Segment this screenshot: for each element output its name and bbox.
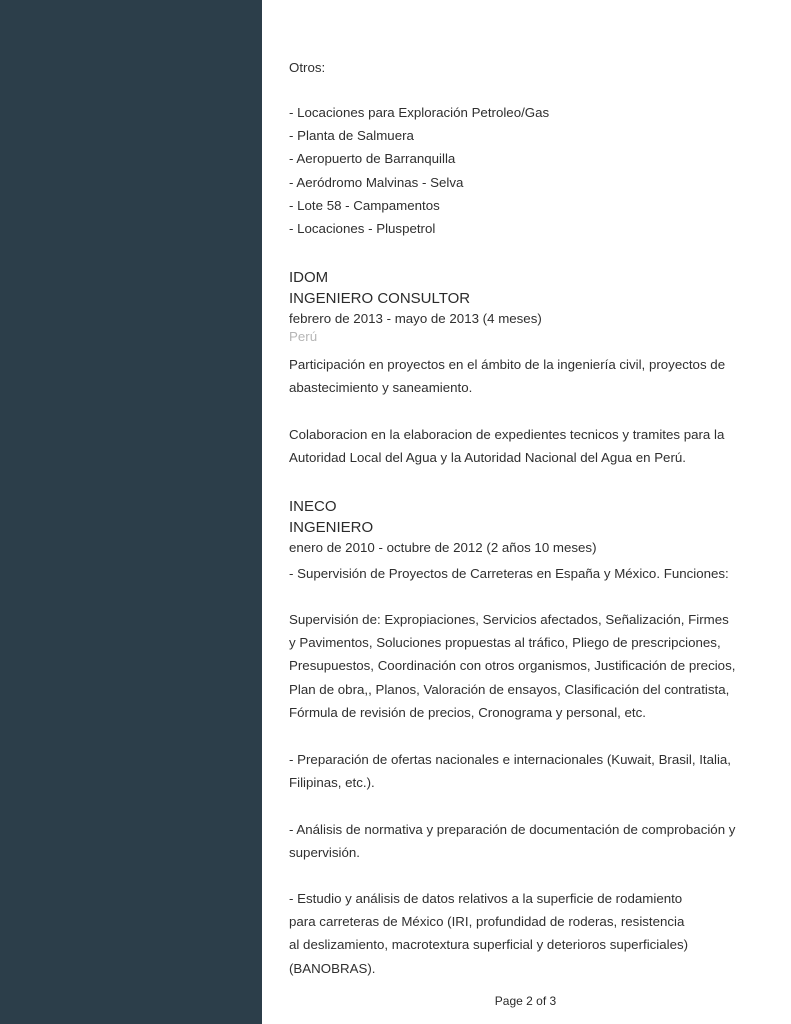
job-role-idom: INGENIERO CONSULTOR	[289, 290, 471, 307]
job-description-line: Filipinas, etc.).	[289, 775, 375, 790]
otros-heading: Otros:	[289, 60, 326, 75]
job-description-line: Autoridad Local del Agua y la Autoridad Nacional del Agua en Perú.	[289, 450, 686, 465]
otros-item: - Lote 58 - Campamentos	[289, 198, 440, 213]
job-description-line: abastecimiento y saneamiento.	[289, 380, 473, 395]
job-description-line: Colaboracion en la elaboracion de expedientes tecnicos y tramites para la	[289, 427, 725, 442]
job-description-line: Plan de obra,, Planos, Valoración de ensayos, Clasificación del contratista,	[289, 682, 730, 697]
job-company-ineco: INECO	[289, 498, 337, 515]
sidebar-panel	[0, 0, 262, 1024]
otros-item: - Locaciones - Pluspetrol	[289, 221, 436, 236]
job-location-idom: Perú	[289, 329, 318, 344]
job-dates-idom: febrero de 2013 - mayo de 2013 (4 meses)	[289, 311, 542, 326]
page-footer	[0, 993, 791, 1009]
job-description-line: - Análisis de normativa y preparación de documentación de comprobación y	[289, 822, 736, 837]
job-description-line: - Estudio y análisis de datos relativos a la superficie de rodamiento	[289, 891, 683, 906]
job-description-line: y Pavimentos, Soluciones propuestas al tráfico, Pliego de prescripciones,	[289, 635, 721, 650]
otros-item: - Aeródromo Malvinas - Selva	[289, 175, 464, 190]
otros-item: - Locaciones para Exploración Petroleo/Gas	[289, 105, 550, 120]
job-description-line: Fórmula de revisión de precios, Cronograma y personal, etc.	[289, 705, 646, 720]
job-description-line: al deslizamiento, macrotextura superficial y deterioros superficiales)	[289, 937, 689, 952]
otros-item: - Aeropuerto de Barranquilla	[289, 151, 456, 166]
job-dates-ineco: enero de 2010 - octubre de 2012 (2 años 10 meses)	[289, 540, 597, 555]
page-number: Page 2 of 3	[494, 994, 557, 1008]
job-description-line: - Supervisión de Proyectos de Carreteras en España y México. Funciones:	[289, 566, 729, 581]
job-description-line: (BANOBRAS).	[289, 961, 376, 976]
job-description-line: Supervisión de: Expropiaciones, Servicios afectados, Señalización, Firmes	[289, 612, 729, 627]
job-role-ineco: INGENIERO	[289, 519, 374, 536]
job-description-line: supervisión.	[289, 845, 360, 860]
otros-item: - Planta de Salmuera	[289, 128, 414, 143]
job-description-line: - Preparación de ofertas nacionales e internacionales (Kuwait, Brasil, Italia,	[289, 752, 731, 767]
job-description-line: para carreteras de México (IRI, profundidad de roderas, resistencia	[289, 914, 685, 929]
job-company-idom: IDOM	[289, 269, 329, 286]
job-description-line: Presupuestos, Coordinación con otros organismos, Justificación de precios,	[289, 658, 736, 673]
job-description-line: Participación en proyectos en el ámbito de la ingeniería civil, proyectos de	[289, 357, 726, 372]
